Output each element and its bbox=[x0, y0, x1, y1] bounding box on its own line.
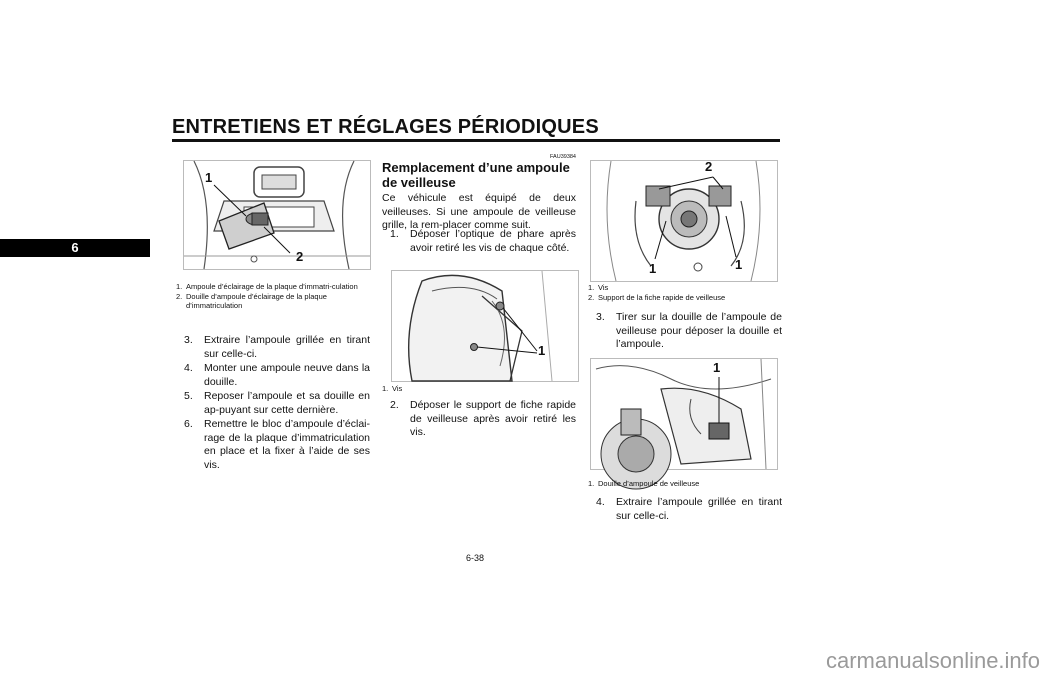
section-heading: Remplacement d’une ampoule de veilleuse bbox=[382, 160, 570, 190]
middle-step-2 bbox=[390, 399, 576, 441]
right-step-3 bbox=[596, 311, 782, 353]
step-item: 2. Déposer le support de fiche rapide de veilleuse après avoir retiré les vis. bbox=[390, 399, 576, 438]
figure-label-2: 2 bbox=[296, 249, 304, 264]
license-plate-light-figure bbox=[183, 160, 371, 270]
figure-label-1: 1 bbox=[713, 360, 721, 375]
step-item: 1. Déposer l’optique de phare après avoir retiré les vis de chaque côté. bbox=[390, 228, 576, 254]
caption-item: 2. Douille d’ampoule d’éclairage de la plaque d’immatriculation bbox=[176, 291, 327, 310]
step-item: 3. Extraire l’ampoule grillée en tirant sur celle-ci. bbox=[184, 334, 370, 360]
step-item: 4. Extraire l’ampoule grillée en tirant sur celle-ci. bbox=[596, 496, 782, 522]
reference-code: FAU39384 bbox=[550, 154, 576, 160]
figure-label-2: 2 bbox=[705, 159, 713, 174]
page-title: ENTRETIENS ET RÉGLAGES PÉRIODIQUES bbox=[172, 116, 599, 138]
bulb-socket-figure bbox=[590, 358, 778, 470]
step-item: 5. Reposer l’ampoule et sa douille en ap-puyant sur cette dernière. bbox=[184, 390, 370, 416]
right-figure-captions-1 bbox=[588, 283, 784, 302]
figure-label-1: 1 bbox=[649, 261, 657, 276]
headlight-screws-figure bbox=[391, 270, 579, 382]
step-item: 4. Monter une ampoule neuve dans la douille. bbox=[184, 362, 370, 388]
left-steps bbox=[184, 334, 370, 473]
caption-item: 1. Douille d’ampoule de veilleuse bbox=[588, 479, 700, 488]
step-item: 6. Remettre le bloc d’ampoule d’éclai-rage de la plaque d’immatriculation en place et la fixer à l’aide de ses vis. bbox=[184, 418, 370, 471]
middle-figure-caption bbox=[382, 384, 578, 394]
section-intro: Ce véhicule est équipé de deux veilleuses. Si une ampoule de veilleuse grille, la rem-placer comme suit. bbox=[382, 192, 576, 231]
chapter-tab: 6 bbox=[0, 239, 150, 257]
right-figure-caption-2 bbox=[588, 479, 784, 489]
connector-bracket-illustration bbox=[591, 161, 777, 281]
right-step-4 bbox=[596, 496, 782, 524]
headlight-screws-illustration bbox=[392, 271, 578, 381]
page-number: 6-38 bbox=[466, 553, 485, 563]
figure-label-1: 1 bbox=[205, 170, 213, 185]
figure-label-1b: 1 bbox=[735, 257, 743, 272]
caption-item: 2. Support de la fiche rapide de veilleuse bbox=[588, 292, 726, 302]
caption-item: 1. Ampoule d’éclairage de la plaque d’immatri-culation bbox=[176, 282, 358, 291]
middle-step-1 bbox=[390, 228, 576, 256]
step-item: 3. Tirer sur la douille de l’ampoule de veilleuse pour déposer la douille et l’ampoule. bbox=[596, 311, 782, 350]
figure-label-1: 1 bbox=[538, 343, 546, 358]
connector-bracket-figure bbox=[590, 160, 778, 282]
left-figure-captions bbox=[176, 282, 372, 311]
bulb-socket-illustration bbox=[591, 359, 777, 469]
caption-item: 1. Vis bbox=[382, 384, 403, 393]
title-rule bbox=[172, 139, 780, 142]
caption-item: 1. Vis bbox=[588, 283, 609, 292]
footer-watermark: carmanualsonline.info bbox=[826, 648, 1040, 673]
